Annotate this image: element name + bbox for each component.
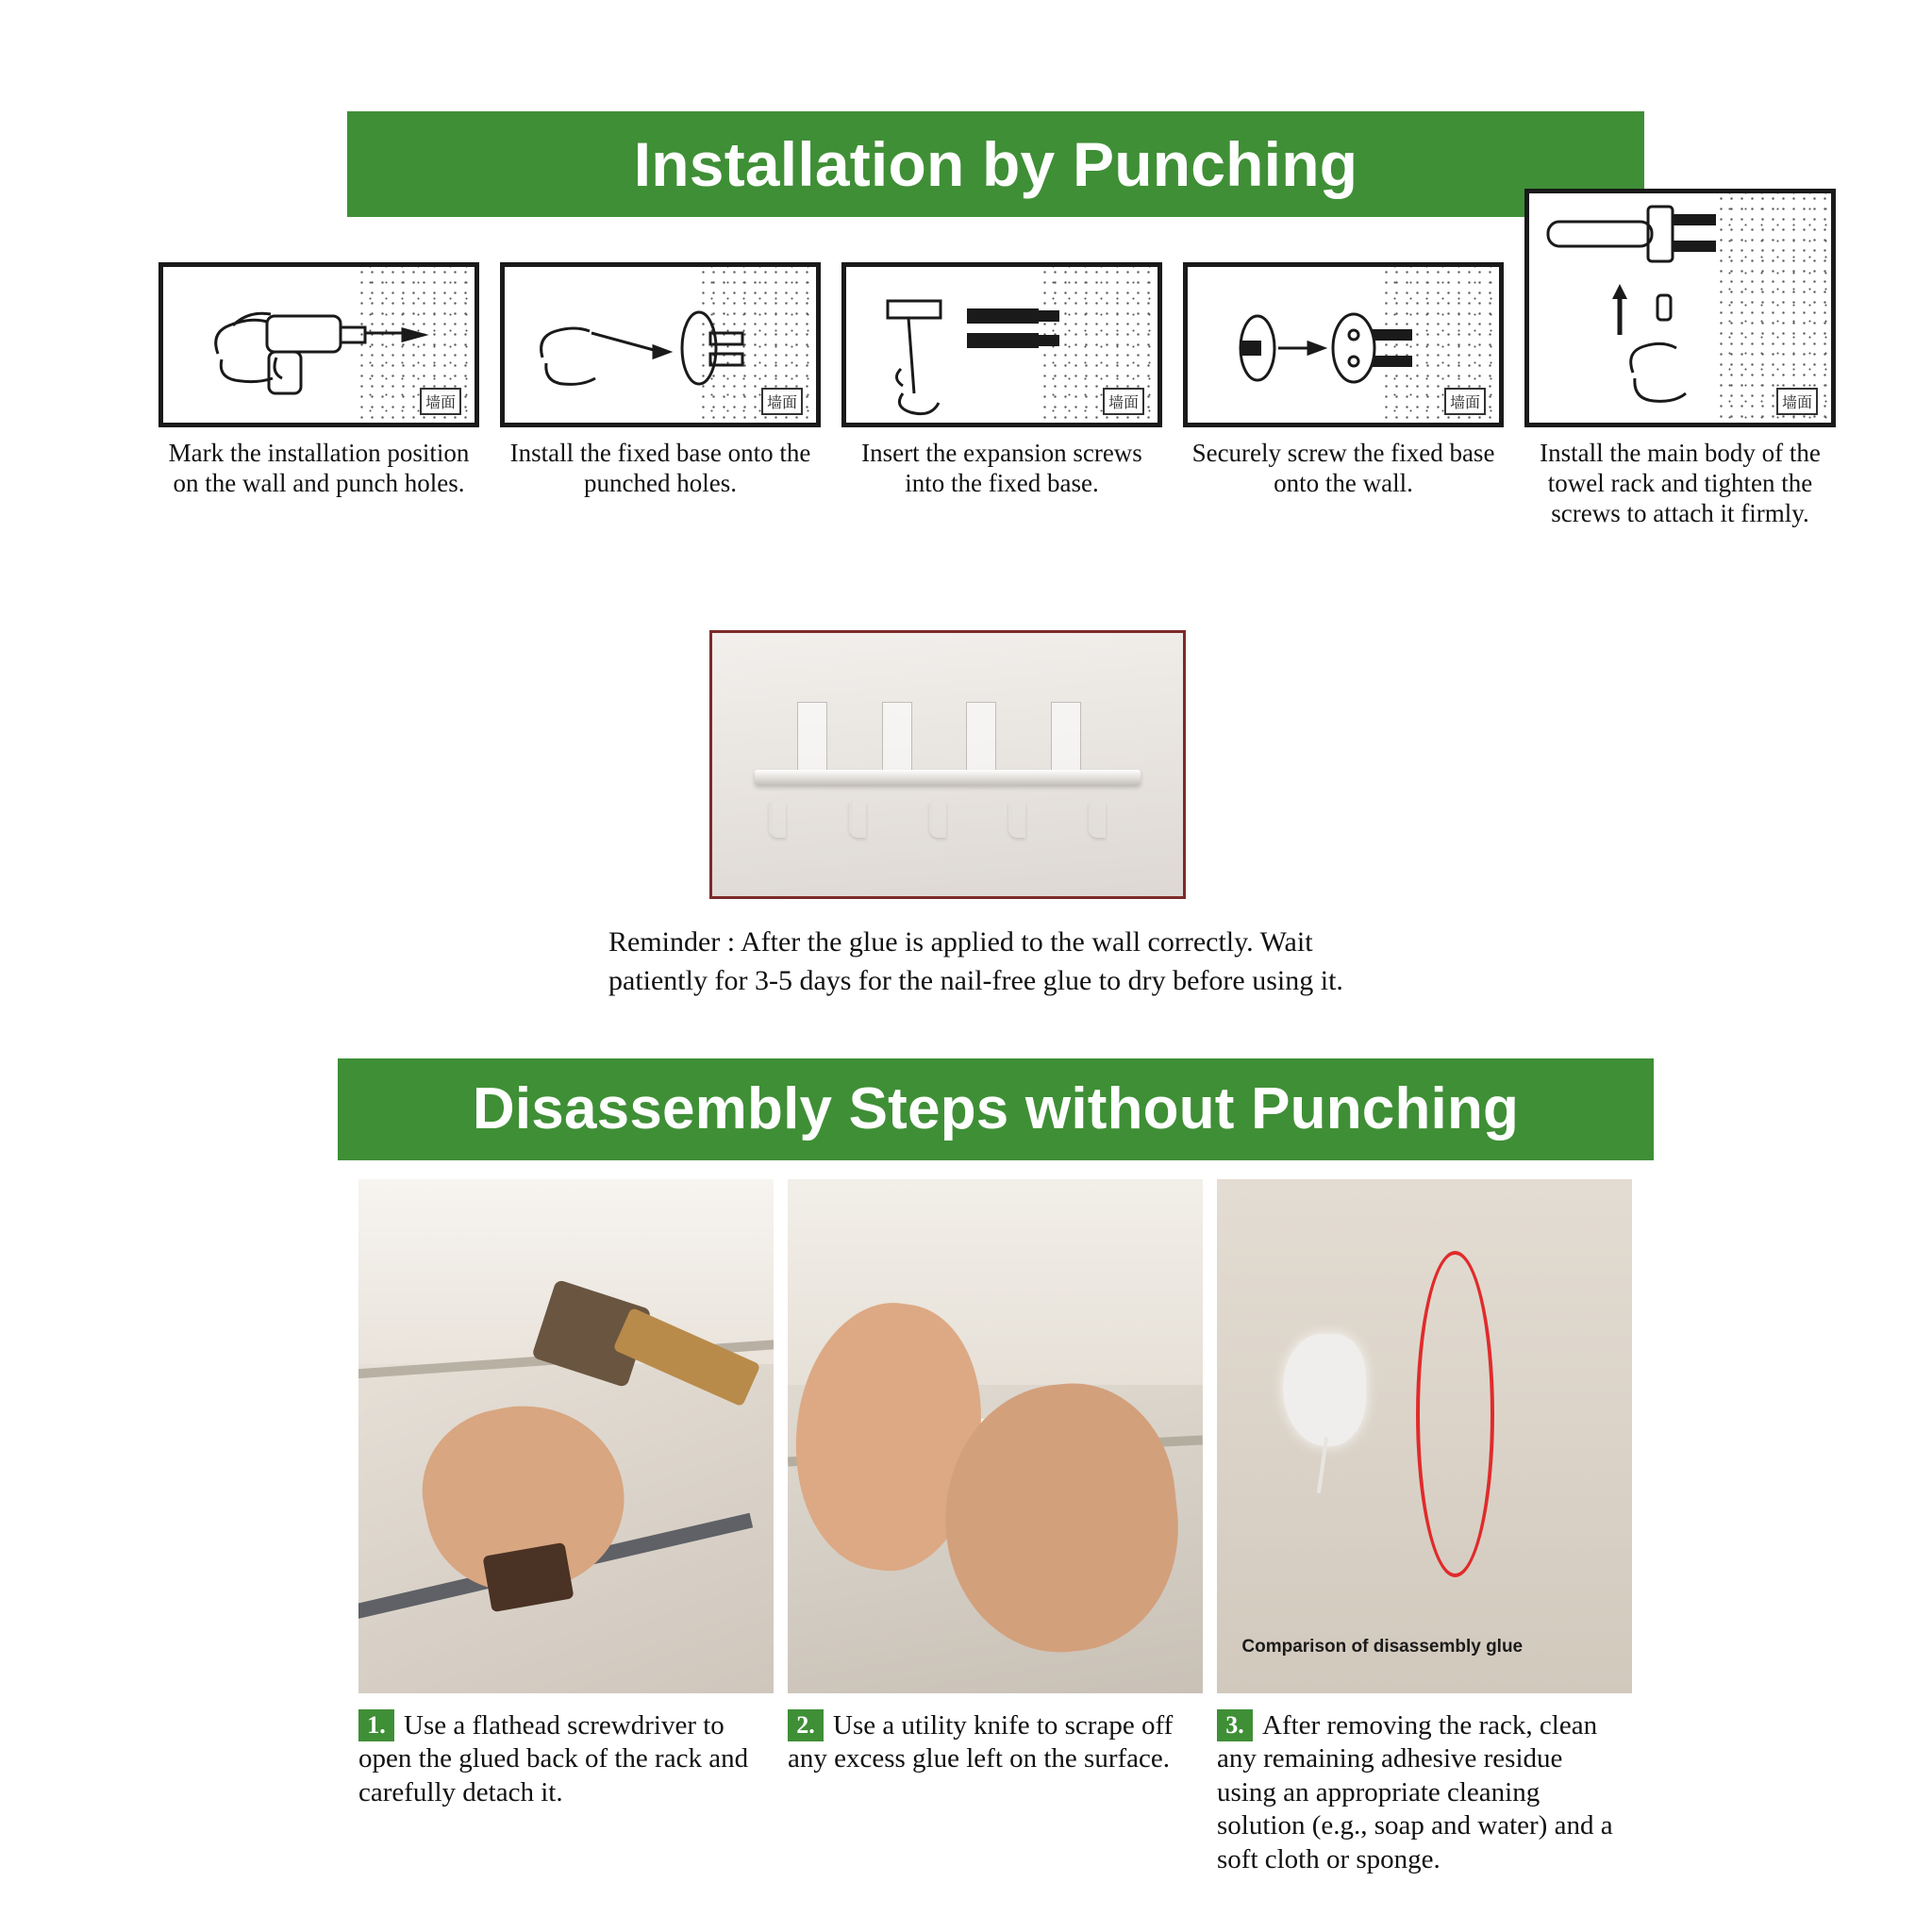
tape-strip: [797, 702, 827, 777]
step-text: Use a flathead screwdriver to open the glued back of the rack and carefully detach it.: [358, 1710, 749, 1807]
rack-hook: [929, 802, 946, 838]
install-step-2-caption: Install the fixed base onto the punched holes.: [509, 439, 811, 497]
towel-rack-bar: [755, 770, 1141, 785]
rack-hook: [1008, 802, 1025, 838]
rack-hook: [769, 802, 786, 838]
install-step-1-illustration: [158, 262, 479, 427]
wall-label: 墙面: [420, 388, 461, 415]
install-step-4-caption: Securely screw the fixed base onto the wall.: [1191, 439, 1495, 497]
tape-strip: [882, 702, 912, 777]
highlight-circle: [1416, 1251, 1494, 1577]
install-step-2-illustration: [500, 262, 821, 427]
disassembly-photo-1: [358, 1179, 774, 1693]
install-step-3-illustration: [841, 262, 1162, 427]
install-step-2: [500, 262, 821, 499]
step-number-badge: 2.: [788, 1709, 824, 1741]
step-number-badge: 1.: [358, 1709, 394, 1741]
install-step-1-caption: Mark the installation position on the wall and punch holes.: [168, 439, 470, 497]
step-text: Use a utility knife to scrape off any excess glue left on the surface.: [788, 1710, 1174, 1774]
step-text: After removing the rack, clean any remaining adhesive residue using an appropriate cleaning solution (e.g., soap and water) and a soft cloth or sponge.: [1217, 1710, 1613, 1874]
wall-label: 墙面: [1103, 388, 1144, 415]
installation-steps-row: [158, 262, 1819, 621]
wall-label: 墙面: [1776, 388, 1818, 415]
install-step-4-illustration: [1183, 262, 1504, 427]
install-step-5: [1524, 189, 1836, 529]
wall-label: 墙面: [1444, 388, 1486, 415]
disassembly-photo-row: [358, 1179, 1637, 1693]
wall-label: 墙面: [761, 388, 803, 415]
rack-hook: [1089, 802, 1106, 838]
tape-strip: [966, 702, 996, 777]
installed-rack-photo: [709, 630, 1186, 899]
install-step-1: [158, 262, 479, 499]
disassembly-caption-2: [788, 1709, 1184, 1776]
disassembly-caption-1: [358, 1709, 755, 1809]
disassembly-photo-3: [1217, 1179, 1632, 1693]
reminder-text: Reminder : After the glue is applied to the wall correctly. Wait patiently for 3-5 days for the nail-free glue to dry before using it.: [608, 926, 1343, 997]
step-number-badge: 3.: [1217, 1709, 1253, 1741]
disassembly-photo-2: [788, 1179, 1203, 1693]
rack-hook: [849, 802, 866, 838]
section-header-disassembly: Disassembly Steps without Punching: [338, 1058, 1654, 1160]
section-header-installation: Installation by Punching: [347, 111, 1644, 217]
install-step-5-caption: Install the main body of the towel rack and tighten the screws to attach it firmly.: [1540, 439, 1821, 527]
wristwatch: [483, 1542, 575, 1612]
install-step-3: [841, 262, 1162, 499]
tape-strip: [1051, 702, 1081, 777]
adhesive-residue: [1283, 1334, 1366, 1447]
disassembly-caption-3: [1217, 1709, 1613, 1876]
comparison-caption: Comparison of disassembly glue: [1241, 1636, 1524, 1657]
install-step-4: [1183, 262, 1504, 499]
install-step-3-caption: Insert the expansion screws into the fixed base.: [861, 439, 1142, 497]
install-step-5-illustration: [1524, 189, 1836, 427]
